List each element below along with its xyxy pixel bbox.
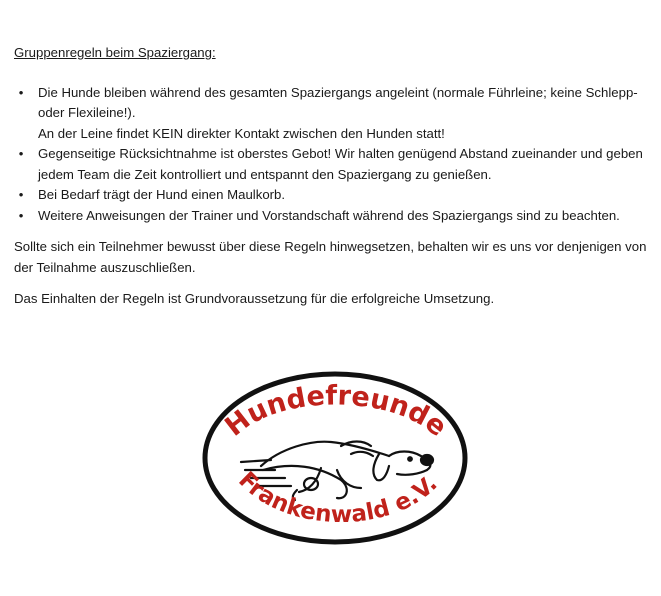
bullet-icon: •	[18, 146, 24, 161]
closing-paragraph: Das Einhalten der Regeln ist Grundvoraussetzung für die erfolgreiche Umsetzung.	[14, 291, 495, 306]
bullet-icon: •	[18, 84, 24, 100]
logo-title-text: Hundefreunde	[219, 380, 453, 443]
rule-text: Bei Bedarf trägt der Hund einen Maulkorb.	[38, 187, 286, 202]
rule-text: Gegenseitige Rücksichtnahme ist oberstes Gebot! Wir halten genügend Abstand zueinander und geben jedem Team die Zeit kontrolliert und entspannt den Spaziergang zu genießen.	[38, 146, 643, 182]
rule-item	[14, 206, 656, 227]
rule-text: Die Hunde bleiben während des gesamten Spaziergangs angeleint (normale Führleine; keine Schlepp- oder Flexileine!).	[38, 84, 638, 120]
rule-item	[14, 83, 656, 145]
club-logo	[201, 370, 469, 546]
rule-text: Weitere Anweisungen der Trainer und Vorstandschaft während des Spaziergangs sind zu beachten.	[38, 207, 620, 223]
rule-item	[14, 144, 656, 185]
rules-list	[14, 83, 656, 227]
logo-subtitle-text: Frankenwald e.V.	[233, 467, 443, 529]
rule-text: An der Leine findet KEIN direkter Kontakt zwischen den Hunden statt!	[38, 125, 445, 141]
rules-heading: Gruppenregeln beim Spaziergang:	[14, 45, 216, 60]
consequence-paragraph: Sollte sich ein Teilnehmer bewusst über diese Regeln hinwegsetzen, behalten wir es uns vor denjenigen von der Teilnahme auszuschließen.	[14, 239, 647, 275]
rule-item	[14, 185, 656, 206]
club-logo-graphic	[201, 370, 469, 546]
document-body	[14, 43, 656, 310]
bullet-icon: •	[18, 187, 24, 202]
bullet-icon: •	[18, 207, 24, 223]
